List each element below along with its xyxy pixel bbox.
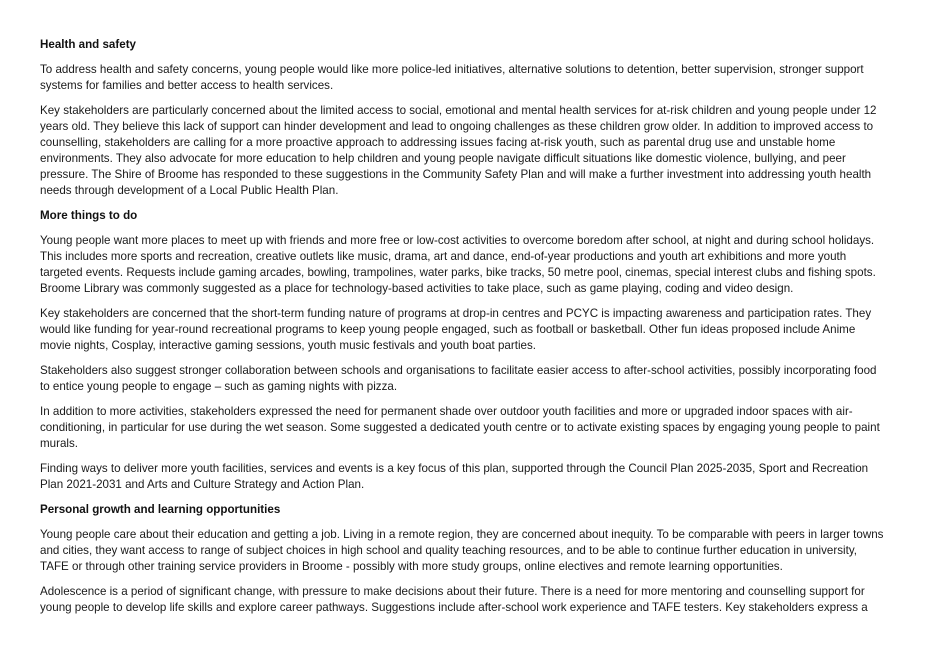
section-personal-growth — [40, 502, 888, 616]
paragraph: Finding ways to deliver more youth facilities, services and events is a key focus of this plan, supported through the Council Plan 2025-2035, Sport and Recreation Plan 2021-2031 and Arts and Culture Strategy and Action Plan. — [40, 462, 869, 491]
document-page — [40, 37, 888, 625]
paragraph: In addition to more activities, stakeholders expressed the need for permanent shade over outdoor youth facilities and more or upgraded indoor spaces with air-conditioning, in particular for use during the wet season. Some suggested a dedicated youth centre or to activate existing spaces by engaging young people to paint murals. — [40, 405, 880, 450]
section-more-things-to-do — [40, 208, 888, 493]
paragraph: Adolescence is a period of significant change, with pressure to make decisions about their future. There is a need for more mentoring and counselling support for young people to develop life skills and explore career pathways. Suggestions include after-school work experience and TAFE testers. Key stakeholders express a — [40, 585, 868, 614]
paragraph: To address health and safety concerns, young people would like more police-led initiatives, alternative solutions to detention, better supervision, stronger support systems for families and better access to health services. — [40, 63, 864, 92]
section-heading: Personal growth and learning opportunities — [40, 503, 281, 516]
paragraph: Key stakeholders are concerned that the short-term funding nature of programs at drop-in centres and PCYC is impacting awareness and participation rates. They would like funding for year-round recreational programs to keep young people engaged, such as football or basketball. Other fun ideas proposed include Anime movie nights, Cosplay, interactive gaming sessions, youth music festivals and youth boat parties. — [40, 307, 872, 352]
paragraph: Young people want more places to meet up with friends and more free or low-cost activities to overcome boredom after school, at night and during school holidays. This includes more sports and recreation, creative outlets like music, drama, art and dance, end-of-year productions and youth art exhibitions and more youth targeted events. Requests include gaming arcades, bowling, trampolines, water parks, bike tracks, 50 metre pool, cinemas, special interest clubs and fishing spots. Broome Library was commonly suggested as a place for technology-based activities to take place, such as game playing, coding and video design. — [40, 234, 876, 295]
paragraph: Key stakeholders are particularly concerned about the limited access to social, emotional and mental health services for at-risk children and young people under 12 years old. They believe this lack of support can hinder development and lead to ongoing challenges as these children grow older. In addition to improved access to counselling, stakeholders are calling for a more proactive approach to addressing issues facing at-risk youth, such as parental drug use and unstable home environments. They also advocate for more education to help children and young people navigate difficult situations like domestic violence, bullying, and peer pressure. The Shire of Broome has responded to these suggestions in the Community Safety Plan and will make a further investment into addressing youth health needs through development of a Local Public Health Plan. — [40, 104, 877, 197]
section-heading: Health and safety — [40, 38, 136, 51]
section-health-and-safety — [40, 37, 888, 199]
section-heading: More things to do — [40, 209, 138, 222]
paragraph: Young people care about their education and getting a job. Living in a remote region, they are concerned about inequity. To be comparable with peers in larger towns and cities, they want access to range of subject choices in high school and quality teaching resources, and to be able to continue further education in university, TAFE or through other training service providers in Broome - possibly with more study groups, online electives and remote learning opportunities. — [40, 528, 884, 573]
paragraph: Stakeholders also suggest stronger collaboration between schools and organisations to facilitate easier access to after-school activities, possibly incorporating food to entice young people to engage – such as gaming nights with pizza. — [40, 364, 877, 393]
